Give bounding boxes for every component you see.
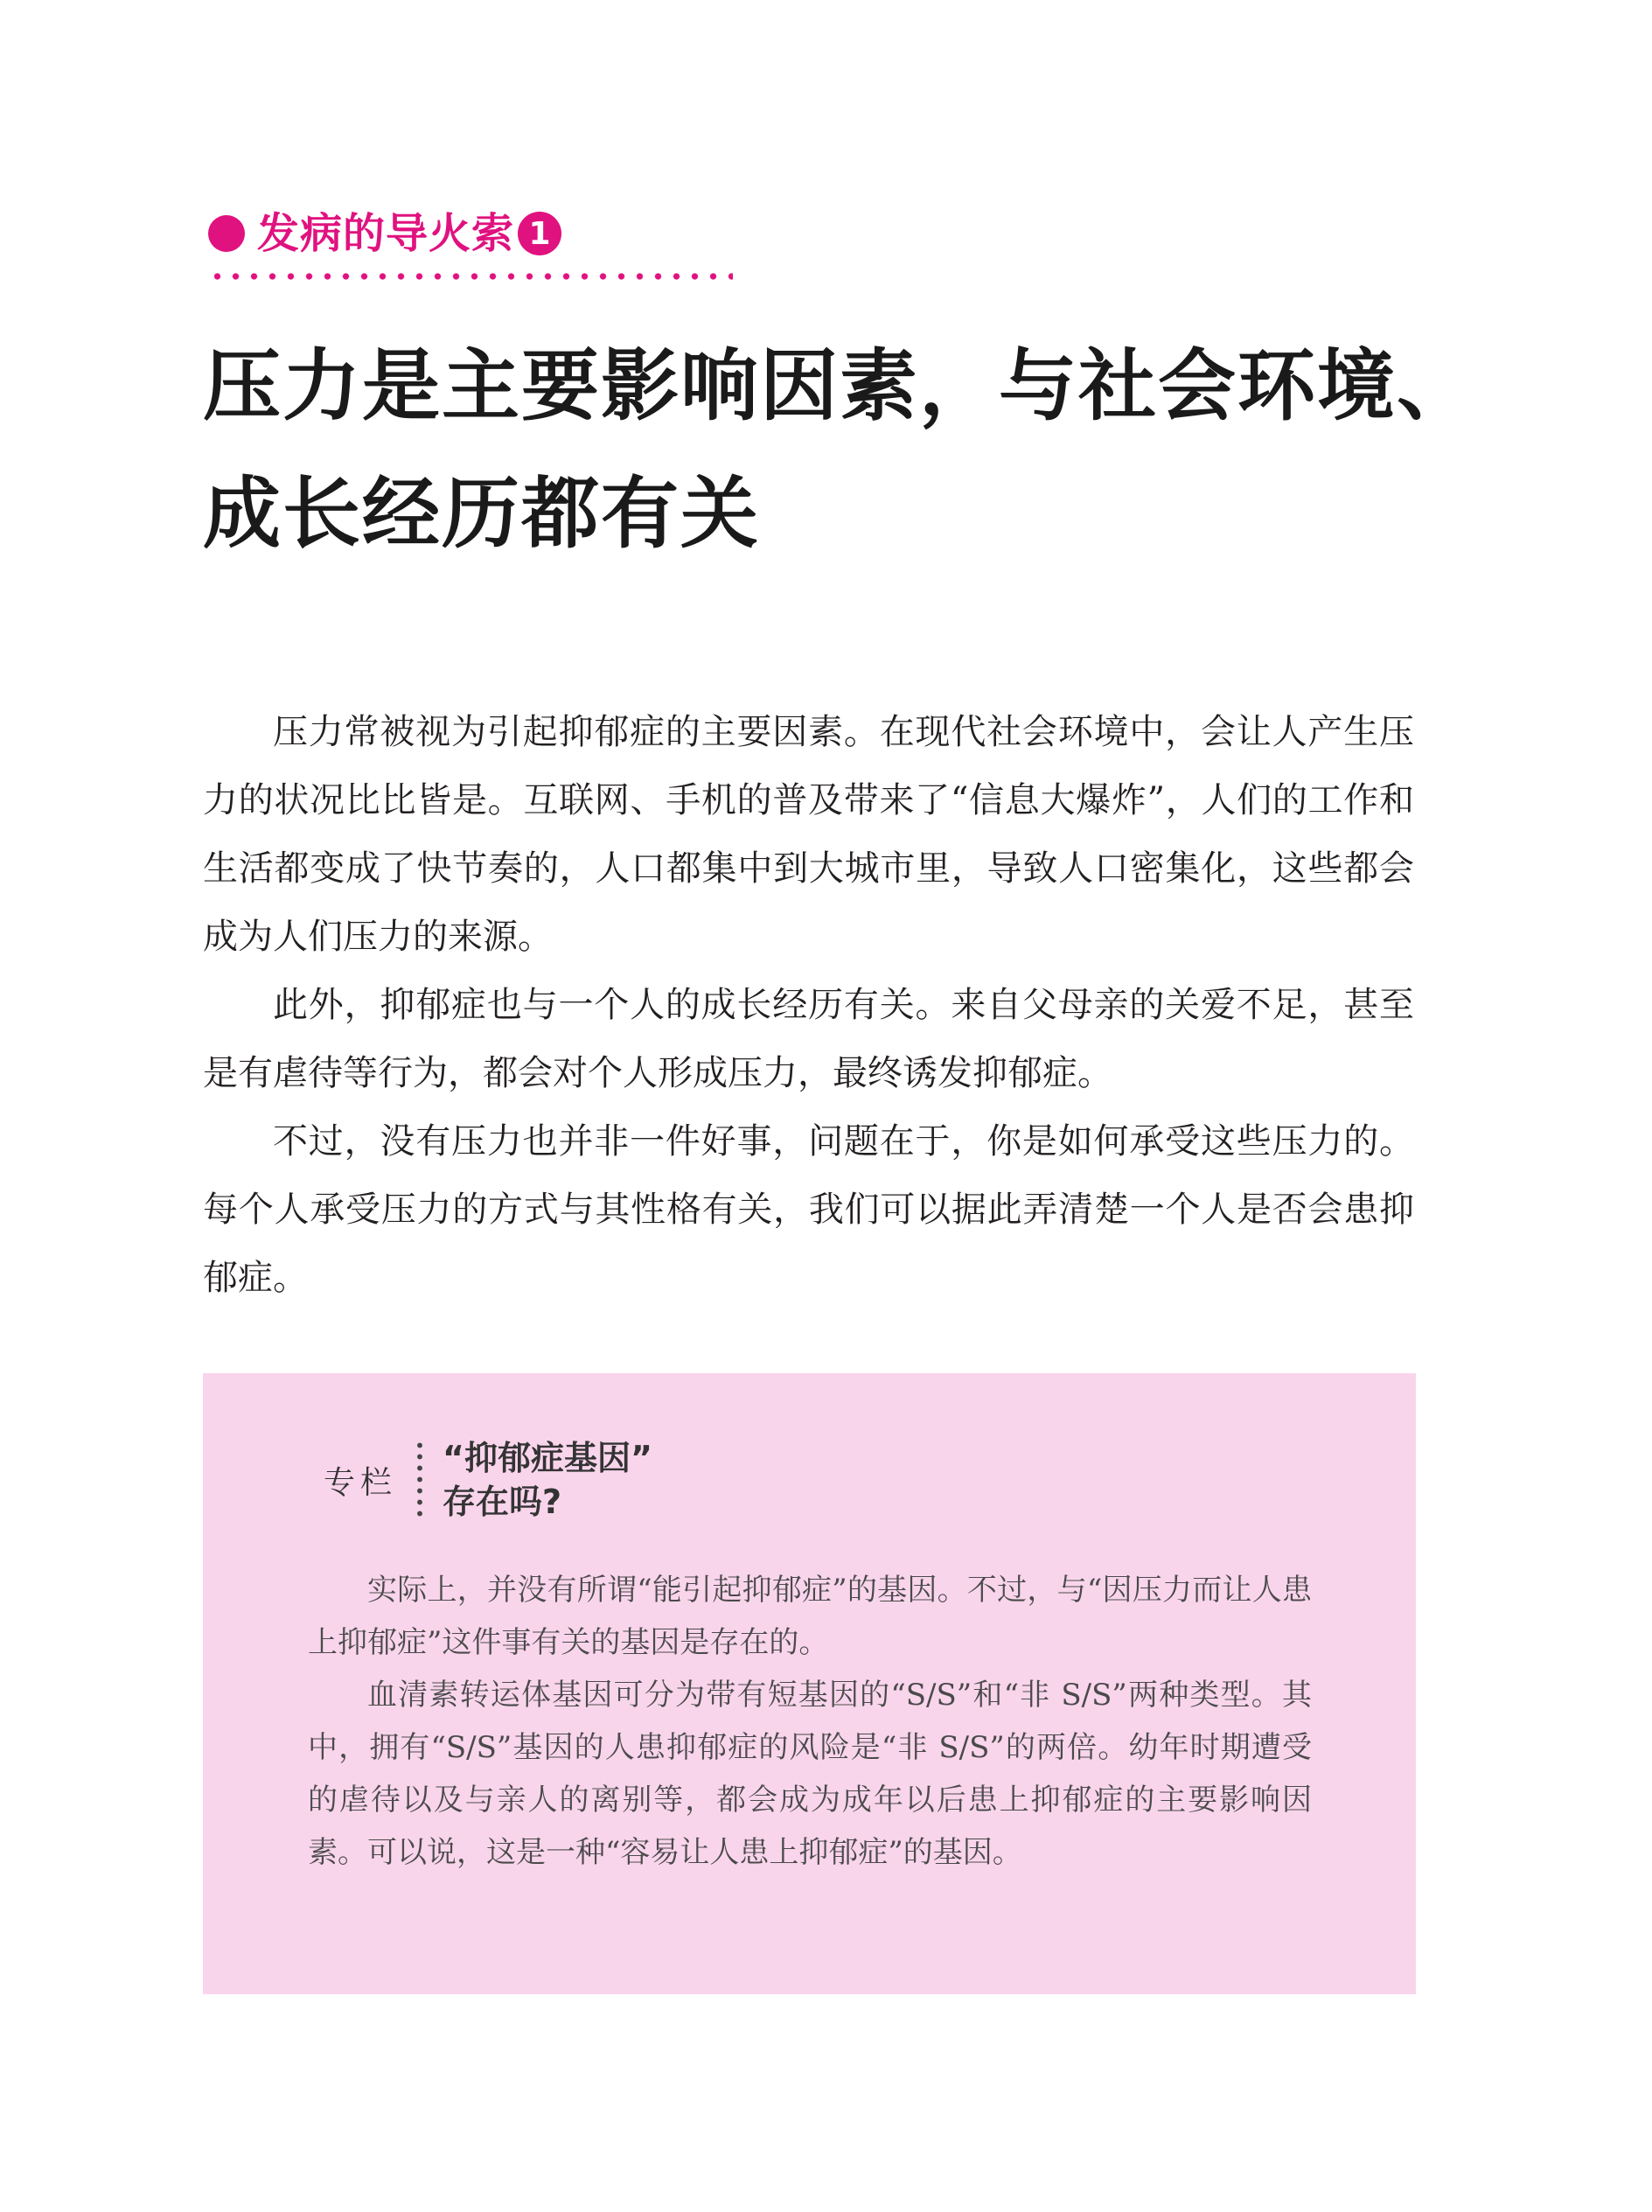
bullet-dot-icon — [208, 215, 245, 252]
page-title-line-2: 成长经历都有关 — [203, 467, 760, 559]
column-box — [203, 1373, 1416, 1994]
column-paragraph-2: 血清素转运体基因可分为带有短基因的“S/S”和“非 S/S”两种类型。其中，拥有“S/S”基因的人患抑郁症的风险是“非 S/S”的两倍。幼年时期遭受的虐待以及与亲人的离别等，都会成为成年以后患上抑郁症的主要影响因素。可以说，这是一种“容易让人患上抑郁症”的基因。 — [308, 1678, 1312, 1870]
body-paragraph-2: 此外，抑郁症也与一个人的成长经历有关。来自父母亲的关爱不足，甚至是有虐待等行为，都会对个人形成压力，最终诱发抑郁症。 — [203, 985, 1414, 1093]
column-tag: 专栏 — [324, 1464, 398, 1501]
body-paragraph-3: 不过，没有压力也并非一件好事，问题在于，你是如何承受这些压力的。每个人承受压力的方式与其性格有关，我们可以据此弄清楚一个人是否会患抑郁症。 — [203, 1121, 1414, 1298]
column-body — [308, 1564, 1312, 1879]
column-title — [443, 1436, 652, 1524]
page-title — [203, 322, 1476, 577]
section-label — [208, 203, 561, 264]
body-text — [203, 698, 1414, 1312]
body-paragraph-1: 压力常被视为引起抑郁症的主要因素。在现代社会环境中，会让人产生压力的状况比比皆是。互联网、手机的普及带来了“信息大爆炸”，人们的工作和生活都变成了快节奏的，人口都集中到大城市里，导致人口密集化，这些都会成为人们压力的来源。 — [203, 712, 1414, 957]
column-title-line-1: “抑郁症基因” — [443, 1439, 652, 1477]
column-header — [324, 1436, 652, 1524]
section-label-text: 发病的导火索 — [257, 209, 515, 258]
section-number-badge: 1 — [518, 212, 561, 255]
vertical-dots-icon — [416, 1440, 423, 1520]
column-paragraph-1: 实际上，并没有所谓“能引起抑郁症”的基因。不过，与“因压力而让人患上抑郁症”这件事有关的基因是存在的。 — [308, 1573, 1312, 1660]
column-title-line-2: 存在吗? — [443, 1483, 562, 1521]
page-title-line-1: 压力是主要影响因素，与社会环境、 — [203, 339, 1476, 431]
dotted-divider — [208, 271, 733, 282]
